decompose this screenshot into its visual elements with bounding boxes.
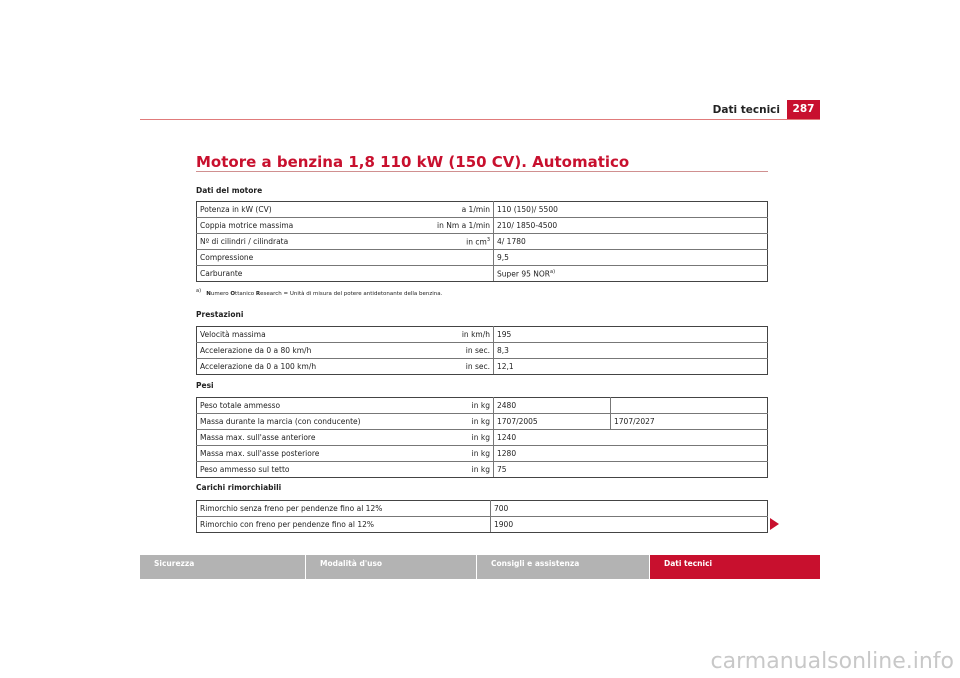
unit-superscript: 3 bbox=[486, 236, 490, 243]
row-label: Massa durante la marcia (con conducente) bbox=[197, 414, 404, 430]
row-unit: in Nm a 1/min bbox=[403, 218, 494, 234]
row-label: Peso ammesso sul tetto bbox=[197, 462, 404, 478]
table-row bbox=[197, 234, 768, 250]
row-label: Carburante bbox=[197, 266, 404, 282]
table-row bbox=[197, 343, 768, 359]
row-value: 1240 bbox=[494, 430, 611, 446]
row-value-alt: 1707/2027 bbox=[611, 414, 768, 430]
row-label: Rimorchio senza freno per pendenze fino al 12% bbox=[197, 501, 491, 517]
row-value bbox=[494, 266, 611, 282]
row-value-alt bbox=[611, 446, 768, 462]
footnote-text: umero bbox=[210, 290, 231, 297]
performance-table bbox=[196, 326, 768, 375]
table-row bbox=[197, 250, 768, 266]
unit-text: in cm bbox=[466, 237, 487, 247]
row-label: Massa max. sull'asse posteriore bbox=[197, 446, 404, 462]
page-number: 287 bbox=[787, 100, 820, 119]
row-value-alt bbox=[611, 398, 768, 414]
title-divider bbox=[196, 171, 768, 172]
towing-table bbox=[196, 500, 768, 533]
row-value: 8,3 bbox=[494, 343, 611, 359]
footnote-initial: N bbox=[206, 290, 211, 297]
tab-modalita-uso[interactable]: Modalità d'uso bbox=[306, 555, 476, 579]
row-label: Accelerazione da 0 a 80 km/h bbox=[197, 343, 404, 359]
row-unit: in sec. bbox=[403, 359, 494, 375]
row-label: Rimorchio con freno per pendenze fino al 12% bbox=[197, 517, 491, 533]
row-unit bbox=[403, 234, 494, 250]
page-title: Motore a benzina 1,8 110 kW (150 CV). Automatico bbox=[196, 153, 630, 171]
value-text: Super 95 NOR bbox=[497, 269, 551, 279]
row-unit: in kg bbox=[403, 446, 494, 462]
row-unit: in kg bbox=[403, 414, 494, 430]
row-value-alt bbox=[611, 462, 768, 478]
towing-heading: Carichi rimorchiabili bbox=[196, 483, 282, 492]
row-unit: in kg bbox=[403, 398, 494, 414]
table-row bbox=[197, 398, 768, 414]
table-row bbox=[197, 501, 768, 517]
table-row bbox=[197, 517, 768, 533]
row-label: Coppia motrice massima bbox=[197, 218, 404, 234]
row-value: 1280 bbox=[494, 446, 611, 462]
tab-dati-tecnici[interactable]: Dati tecnici bbox=[650, 555, 820, 579]
table-row bbox=[197, 218, 768, 234]
row-unit: in sec. bbox=[403, 343, 494, 359]
row-value: 195 bbox=[494, 327, 611, 343]
row-label: Accelerazione da 0 a 100 km/h bbox=[197, 359, 404, 375]
header-divider bbox=[140, 119, 820, 120]
row-value: 700 bbox=[491, 501, 608, 517]
table-row bbox=[197, 414, 768, 430]
tab-consigli-assistenza[interactable]: Consigli e assistenza bbox=[477, 555, 649, 579]
row-value: 75 bbox=[494, 462, 611, 478]
table-row bbox=[197, 359, 768, 375]
row-label: Potenza in kW (CV) bbox=[197, 202, 404, 218]
row-label: Peso totale ammesso bbox=[197, 398, 404, 414]
row-value: 1900 bbox=[491, 517, 608, 533]
row-unit: a 1/min bbox=[403, 202, 494, 218]
row-unit: in km/h bbox=[403, 327, 494, 343]
row-value: 2480 bbox=[494, 398, 611, 414]
row-value: 1707/2005 bbox=[494, 414, 611, 430]
table-row bbox=[197, 266, 768, 282]
row-unit: in kg bbox=[403, 430, 494, 446]
table-row bbox=[197, 327, 768, 343]
footnote-ref: a) bbox=[550, 268, 556, 275]
footnote-initial: R bbox=[255, 290, 261, 297]
row-value: 9,5 bbox=[494, 250, 611, 266]
footnote-initial: O bbox=[230, 290, 236, 297]
footnote bbox=[196, 288, 442, 297]
performance-heading: Prestazioni bbox=[196, 310, 244, 319]
row-label: Nº di cilindri / cilindrata bbox=[197, 234, 404, 250]
row-value: 4/ 1780 bbox=[494, 234, 611, 250]
watermark: carmanualsonline.info bbox=[710, 649, 954, 674]
arrow-right-icon[interactable] bbox=[770, 518, 779, 530]
tab-sicurezza[interactable]: Sicurezza bbox=[140, 555, 305, 579]
row-value: 210/ 1850-4500 bbox=[494, 218, 611, 234]
row-value-alt bbox=[611, 430, 768, 446]
table-row bbox=[197, 430, 768, 446]
table-row bbox=[197, 462, 768, 478]
row-unit bbox=[403, 250, 494, 266]
row-label: Velocità massima bbox=[197, 327, 404, 343]
table-row bbox=[197, 202, 768, 218]
weights-heading: Pesi bbox=[196, 381, 214, 390]
row-unit bbox=[403, 266, 494, 282]
weights-table bbox=[196, 397, 768, 478]
footnote-marker: a) bbox=[196, 288, 202, 294]
row-label: Massa max. sull'asse anteriore bbox=[197, 430, 404, 446]
footnote-text: esearch = Unità di misura del potere antidetonante della benzina. bbox=[260, 290, 443, 297]
footnote-text: ttanico bbox=[235, 290, 256, 297]
table-row bbox=[197, 446, 768, 462]
header-section-title: Dati tecnici bbox=[712, 104, 780, 116]
row-value: 110 (150)/ 5500 bbox=[494, 202, 611, 218]
engine-table bbox=[196, 201, 768, 282]
row-label: Compressione bbox=[197, 250, 404, 266]
row-unit: in kg bbox=[403, 462, 494, 478]
engine-heading: Dati del motore bbox=[196, 186, 263, 195]
row-value: 12,1 bbox=[494, 359, 611, 375]
